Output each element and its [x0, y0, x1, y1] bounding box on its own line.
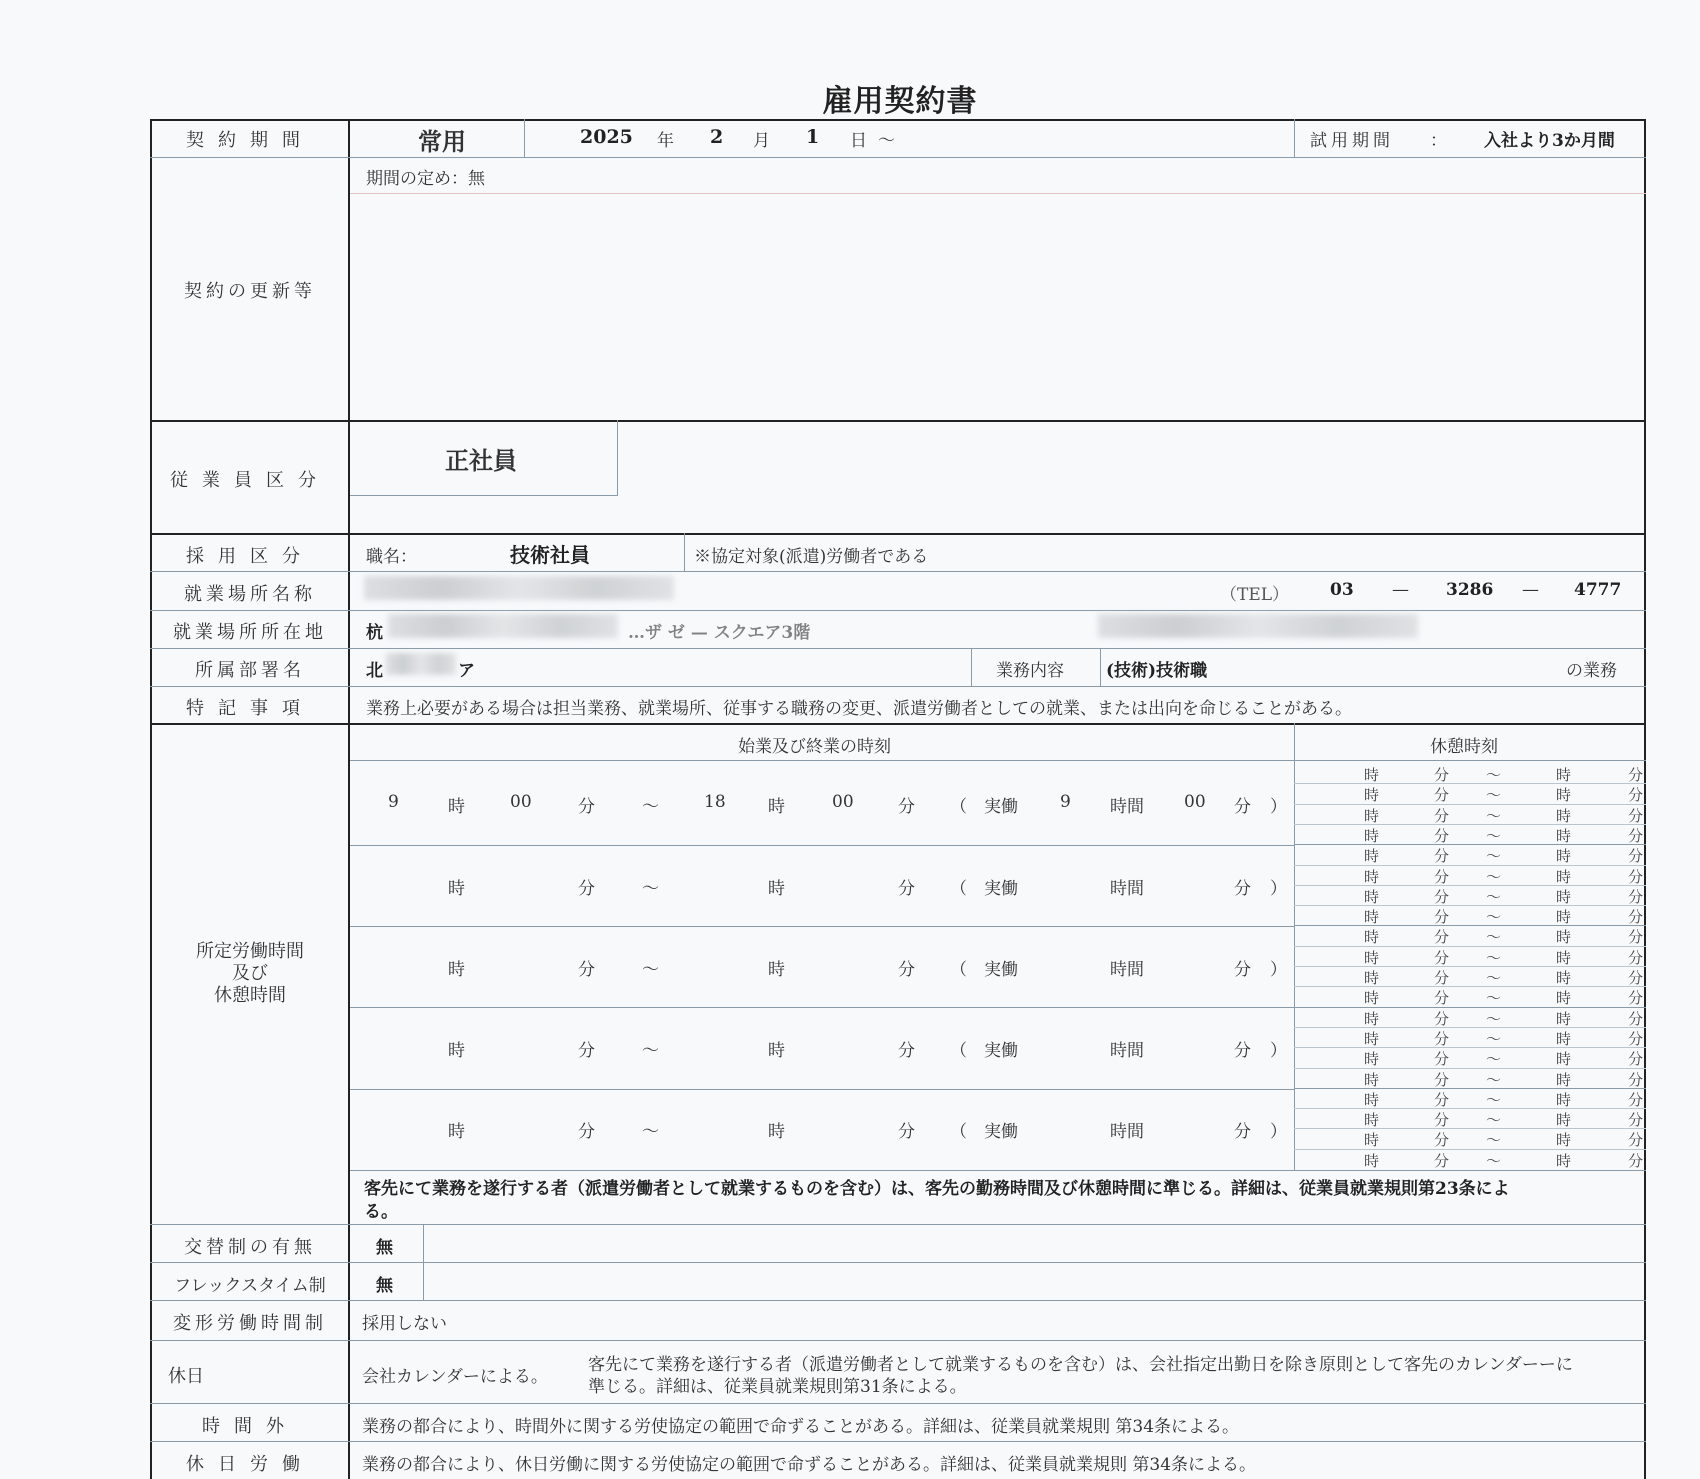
time-row-4-unit: ）: [1270, 1041, 1287, 1061]
employee-class-label: 従業員区分: [170, 470, 330, 491]
redacted-address: [388, 614, 618, 638]
time-row-3-unit: 時: [448, 960, 465, 980]
hiring-class-label: 採用区分: [186, 546, 314, 567]
variable-label: 変形労働時間制: [173, 1313, 327, 1334]
time-row-4-unit: （: [950, 1041, 967, 1061]
employee-class-value: 正社員: [445, 446, 517, 475]
hours-note: 客先にて業務を遂行する者（派遣労働者として就業するものを含む）は、客先の勤務時間及び休憩時間に準じる。詳細は、従業員就業規則第23条によ: [364, 1179, 1510, 1199]
time-row-2-unit: （: [950, 879, 967, 899]
remarks-label: 特記事項: [186, 698, 314, 719]
time-row-5-unit: 時間: [1110, 1122, 1144, 1142]
break-row: 時 分 〜 時 分: [1364, 1151, 1644, 1170]
start-day: 1: [806, 126, 820, 148]
break-row: 時 分 〜 時 分: [1364, 1131, 1644, 1150]
break-row: 時 分 〜 時 分: [1364, 1090, 1644, 1109]
time-row-2-unit: 時: [768, 879, 785, 899]
time-row-2-unit: ）: [1270, 879, 1287, 899]
time-row-2-unit: 分: [898, 879, 915, 899]
holiday-work-text: 業務の都合により、休日労働に関する労使協定の範囲で命ずることがある。詳細は、従業員就業規則 第34条による。: [362, 1455, 1257, 1475]
time-row-2-unit: 時: [448, 879, 465, 899]
time-row-4-unit: 時: [768, 1041, 785, 1061]
time-row-2-unit: 〜: [642, 879, 659, 899]
break-row: 時 分 〜 時 分: [1364, 887, 1644, 906]
break-row: 時 分 〜 時 分: [1364, 867, 1644, 886]
time-row-4-unit: 実働: [984, 1041, 1018, 1061]
break-row: 時 分 〜 時 分: [1364, 766, 1644, 784]
break-row: 時 分 〜 時 分: [1364, 847, 1644, 866]
time-row-5-unit: ）: [1270, 1122, 1287, 1142]
workplace-name-label: 就業場所名称: [184, 584, 316, 605]
time-row-3-unit: 分: [1234, 960, 1251, 980]
break-row: 時 分 〜 時 分: [1364, 826, 1644, 845]
break-row: 時 分 〜 時 分: [1364, 1070, 1644, 1089]
time-row-4-unit: 〜: [642, 1041, 659, 1061]
start-year: 2025: [580, 126, 633, 148]
time-row-5-unit: 時: [768, 1122, 785, 1142]
break-row: 時 分 〜 時 分: [1364, 969, 1644, 987]
time-row-3-unit: 〜: [642, 960, 659, 980]
shift-value: 無: [376, 1238, 393, 1258]
renewal-label: 契約の更新等: [184, 281, 316, 302]
time-row-5-unit: 〜: [642, 1122, 659, 1142]
page-title: 雇用契約書: [822, 84, 978, 119]
break-row: 時 分 〜 時 分: [1364, 1111, 1644, 1130]
department-label: 所属部署名: [195, 660, 305, 681]
trial-period-label: 試用期間: [1310, 131, 1394, 151]
redacted-workplace-name: [364, 576, 674, 600]
time-row-4-unit: 分: [898, 1041, 915, 1061]
break-row: 時 分 〜 時 分: [1364, 928, 1644, 947]
trial-period-value: 入社より3か月間: [1484, 131, 1615, 151]
time-row-3-unit: （: [950, 960, 967, 980]
time-row-4-unit: 分: [578, 1041, 595, 1061]
duty-label: 業務内容: [996, 661, 1064, 681]
start-month: 2: [710, 126, 724, 148]
time-row-3-unit: 時間: [1110, 960, 1144, 980]
time-row-5-unit: （: [950, 1122, 967, 1142]
time-row-2-unit: 分: [578, 879, 595, 899]
time-row-3-unit: 分: [898, 960, 915, 980]
break-row: 時 分 〜 時 分: [1364, 948, 1644, 967]
break-row: 時 分 〜 時 分: [1364, 1050, 1644, 1069]
time-row-5-unit: 実働: [984, 1122, 1018, 1142]
break-row: 時 分 〜 時 分: [1364, 786, 1644, 805]
time-row-5-unit: 分: [578, 1122, 595, 1142]
remarks-text: 業務上必要がある場合は担当業務、就業場所、従事する職務の変更、派遣労働者としての就業、または出向を命じることがある。: [366, 699, 1352, 719]
flex-label: フレックスタイム制: [174, 1276, 326, 1296]
overtime-text: 業務の都合により、時間外に関する労使協定の範囲で命ずることがある。詳細は、従業員就業規則 第34条による。: [362, 1417, 1240, 1437]
time-row-5-unit: 分: [1234, 1122, 1251, 1142]
contract-type: 常用: [418, 127, 466, 156]
no-term-text: 期間の定め：無: [366, 169, 485, 189]
actual-hours: 9: [1060, 792, 1071, 812]
hours-header: 始業及び終業の時刻: [738, 737, 891, 757]
break-row: 時 分 〜 時 分: [1364, 806, 1644, 825]
overtime-label: 時間外: [202, 1416, 298, 1437]
redacted-address-2: [1098, 614, 1418, 638]
time-row-2-unit: 時間: [1110, 879, 1144, 899]
duty-value: (技術)技術職: [1106, 661, 1208, 681]
time-row-3-unit: 分: [578, 960, 595, 980]
variable-value: 採用しない: [362, 1314, 447, 1334]
end-hour: 18: [704, 792, 726, 812]
position-value: 技術社員: [510, 543, 590, 567]
time-row-3-unit: ）: [1270, 960, 1287, 980]
time-row-3-unit: 時: [768, 960, 785, 980]
time-row-4-unit: 時間: [1110, 1041, 1144, 1061]
start-hour: 9: [388, 792, 399, 812]
time-row-3-unit: 実働: [984, 960, 1018, 980]
break-row: 時 分 〜 時 分: [1364, 1009, 1644, 1028]
time-row-2-unit: 分: [1234, 879, 1251, 899]
time-row-5-unit: 時: [448, 1122, 465, 1142]
contract-period-label: 契約期間: [186, 130, 314, 151]
break-row: 時 分 〜 時 分: [1364, 908, 1644, 927]
agreement-note: ※協定対象(派遣)労働者である: [694, 547, 929, 567]
end-minute: 00: [832, 792, 854, 812]
actual-minutes: 00: [1184, 792, 1206, 812]
workplace-address-label: 就業場所所在地: [173, 622, 327, 643]
break-row: 時 分 〜 時 分: [1364, 989, 1644, 1008]
flex-value: 無: [376, 1276, 393, 1296]
time-row-4-unit: 分: [1234, 1041, 1251, 1061]
start-minute: 00: [510, 792, 532, 812]
holidays-value: 会社カレンダーによる。: [362, 1367, 548, 1387]
holiday-work-label: 休日労働: [186, 1454, 314, 1475]
redacted-department: [386, 653, 456, 675]
time-row-2-unit: 実働: [984, 879, 1018, 899]
break-row: 時 分 〜 時 分: [1364, 1029, 1644, 1048]
shift-label: 交替制の有無: [184, 1237, 316, 1258]
time-row-4-unit: 時: [448, 1041, 465, 1061]
time-row-5-unit: 分: [898, 1122, 915, 1142]
break-header: 休憩時刻: [1430, 737, 1498, 757]
